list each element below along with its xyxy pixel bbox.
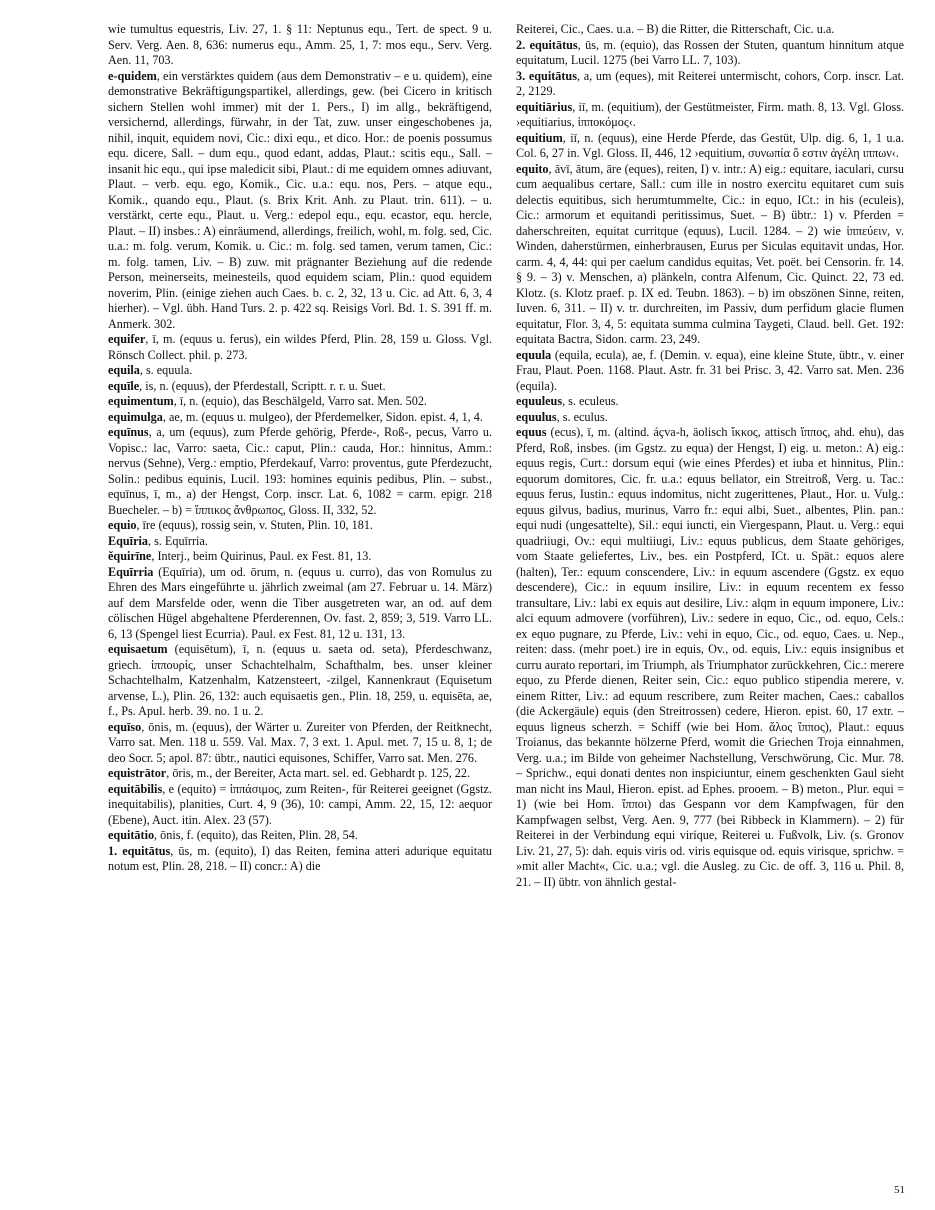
headword: equitiārius [516,99,573,114]
entry: equimulga, ae, m. (equus u. mulgeo), der Pferdemelker, Sidon. epist. 4, 1, 4. [108,409,483,424]
headword: e-quidem [108,68,157,83]
entry: equus (ecus), ī, m. (altind. áçva-h, äolisch ἴκκος, attisch ἵππος, ahd. ehu), das Pferd, Roß, insbes. (im Ggstz. zu equa) der Hengst, I) eig. u. meton.: A) eig.: equus regis, Curt.: dorsum equi (wie eines Pferdes) et iuba et hinnitus, Plin.: equorum domitores, Cic. fr. u.a.: equus bellator, ein Streitroß, Verg. u. Tac.: equus ferus, Iustin.: equus indomitus, nicht zugerittenes, Plaut., Hor. u. Vulg.: equus gilvus, badius, murinus, Varro fr.: equi albi, Suet., albentes, Plin. pan.: equi nudi (ungesattelte), Sil.: equi iuncti, ein Viergespann, Plaut. u. Verg.: equi quadriiugi, Ov.: equi multiiugi, Liv.: equus publicus, dem Staate gehöriges, vom Staate geliefertes, Liv., bes. ein Postpferd, ICt. u. Spät.: equos alere (halten), Ter.: equum conscendere, Liv.: in equum ascendere (Ggstz. ex equo descendere), Cic.: in equum insilire, Liv.: in equum recentem ex fesso transultare, Liv.: labi ex equis aut desilire, Liv.: alqm in equum imponere, Liv.: alci equum admovere (vorführen), Liv.: sedere in equo, Cic., od. equo, Cels.: ex equo pugnare, zu Pferde, Liv.: vehi in equo, Cic., od. equo, Caes. u. Nep., reiten: dass. (mehr poet.) ire in equis, Ov., od. equis, Liv.: equis insignibus et curru aurato reportari, im Triumph, als Triumphator zurückkehren, Cic.: merere equo, zu Pferde dienen, Reiter sein, Cic.: equo publico stipendia merere, v. einem Ritter, Liv.: ad equum rescribere, zum Reiter machen, Caes.: caballos (die Ackergäule) equis (den Streitrossen) cedere, Hieron. epist. 60, 17 extr. – equus ligneus scherzh. = Schiff (wie bei Hom. ἅλος ἵππος), Plaut.: equus Troianus, das bekannte hölzerne Pferd, womit die Griechen Troja einnahmen, Verg. u.a.; im Bilde von geheimer Nachstellung, Verschwörung, Cic. Mur. 78. – Sprichw., equi donati dentes non inspiciuntur, einem geschenkten Gaul sieht man nicht ins Maul, Hieron. epist. ad Ephes. prooem. – B) meton., Plur. equi = 1) (wie bei Hom. ἵπποι) das Gespann vor dem Kampfwagen, für den Kampfwagen selbst, Verg. Aen. 9, 777 (bei Ribbeck in Klammern). – 2) für Reiterei in der Verbindung equi viríque, Reiterei u. Fußvolk, Liv. (s. Gronov Liv. 21, 27, 5): dah. equis viris od. viris equisque od. equis virisque, sprichw. = »mit aller Macht«, Cic. u.a.; vgl. die Ausleg. zu Cic. de off. 3, 116 u. Phil. 8, 21. – II) übtr. von ähnlich gestal- [516,425,904,889]
headword: ĕquirīne [108,549,152,563]
entry: equio, īre (equus), rossig sein, v. Stuten, Plin. 10, 181. [108,518,373,532]
entry: equitiārius, iī, m. (equitium), der Gestütmeister, Firm. math. 8, 13. Vgl. Gloss. ›equitiarius, ἱπποκόμος‹. [516,99,904,129]
entry: equito, āvī, ātum, āre (eques), reiten, I) v. intr.: A) eig.: equitare, iaculari, cursu cum aequalibus certare, Sall.: cum ille in nostro exercitu equitaret cum suis delectis equitibus, sich herumtummelte, Cic.: in equo, ICt.: in his (eculeis), Cic.: armorum et equitandi peritissimus, Suet. – B) übtr.: 1) v. Pferden = daherschreiten, equitat curritque (equus), Lucil. 1284. – 2) wie ἱππεύειν, v. Winden, daherstürmen, einherbrausen, Eurus per Siculas equitavit undas, Hor. carm. 4, 4, 44: qui per caelum candidus equitas, Vet. poët. bei Censorin. fr. 14. § 9. – 3) v. Menschen, a) plänkeln, contra Alfenum, Cic. Quinct. 22, 73 ed. Klotz. (s. Klotz praef. p. IX ed. Teubn. 1863). – b) im obszönen Sinne, reiten, Iuven. 6, 311. – II) v. tr. durchreiten, im Passiv, dum perfidum glacie flumen equitatur, Flor. 3, 4, 5: equitata summa culmina Taygeti, Claud. bell. Get. 192: equitata Bactra, Sidon. carm. 23, 249. [516,161,904,346]
headword: equīle [108,378,140,393]
headword: equito [516,161,549,176]
entry: wie tumultus equestris, Liv. 27, 1. § 11: Neptunus equ., Tert. de spect. 9 u. Serv. Verg. Aen. 8, 636: numerus equ., Amm. 25, 1, 7: mos equ., Serv. Verg. Aen. 11, 703. [108,22,492,67]
headword: equimulga [108,409,163,424]
headword: Equīrria [108,564,154,579]
headword: equula [516,347,552,362]
headword: equila [108,363,140,377]
headword: equīnus [108,425,149,439]
headword: equitābilis [108,781,163,796]
entry: equimentum, ī, n. (equio), das Beschälgeld, Varro sat. Men. 502. [108,394,427,408]
headword: equistrātor [108,766,167,780]
headword: equimentum [108,394,174,408]
headword: equitātio [108,828,155,842]
headword: equulus [516,409,557,424]
headword: equisaetum [108,642,168,656]
page-number: 51 [894,1184,905,1196]
entry: ĕquirīne, Interj., beim Quirinus, Paul. ex Fest. 81, 13. [108,549,372,563]
headword: equuleus [516,394,563,408]
headword: Equīria [108,533,148,548]
right-column [516,22,904,890]
headword: equus [516,425,547,439]
entry: 3. equitātus, a, um (eques), mit Reiterei untermischt, cohors, Corp. inscr. Lat. 2, 2129. [516,68,904,98]
entry: equulus, s. eculus. [516,409,608,424]
entry: equula (equila, ecula), ae, f. (Demin. v. equa), eine kleine Stute, übtr., v. einer Frau, Plaut. Poen. 1168. Plaut. Astr. fr. 31 bei Prisc. 3, 42. Varro sat. Men. 236 (equila). [516,347,904,393]
headword: equīso [108,719,142,734]
left-column [108,22,492,875]
entry: equīnus, a, um (equus), zum Pferde gehörig, Pferde-, Roß-, pecus, Varro u. Vopisc.: lac, Varro: saeta, Cic.: caput, Plin.: cauda, Hor.: hinnitus, Amm.: nervus (Sehne), Verg.: emptio, Pferdekauf, Varro: proventus, gute Pferdezucht, Solin.: pedibus equinis, Lucil. 193: homines equinis pedibus, Plin. – subst., equīnus, ī, m., a) der Hengst, Corp. inscr. Lat. 6, 1082 = carm. epigr. 218 Buecheler. – b) = ἵππικος ἄνθρωπος, Gloss. II, 332, 52. [108,425,492,517]
entry: equitium, iī, n. (equus), eine Herde Pferde, das Gestüt, Ulp. dig. 6, 1, 1 u.a. Col. 6, 27 in. Vgl. Gloss. II, 446, 12 ›equitium, συνωπία ὅ εστιν ἀγέλη ιππων‹. [516,130,904,160]
entry: Equīria, s. Equīrria. [108,533,208,548]
entry: 1. equitātus, ūs, m. (equito), I) das Reiten, femina atteri adurique equitatu notum est, Plin. 28, 218. – II) concr.: A) die [108,843,492,873]
entry: equīso, ōnis, m. (equus), der Wärter u. Zureiter von Pferden, der Reitknecht, Varro sat. Men. 118 u. 559. Val. Max. 7, 3 ext. 1. Apul. met. 7, 15 u. 8, 1; de deo Socr. 5; apol. 87: übtr., nautici equisones, Schiffer, Varro sat. Men. 276. [108,719,492,765]
entry: equisaetum (equisētum), ī, n. (equus u. saeta od. seta), Pferdeschwanz, griech. ἱππουρίς, unser Schachtelhalm, Schafthalm, bes. unser kleiner Schachtelhalm, Katzenhalm, Katzensteert, -zilgel, Kannenkraut (Equisetum arvense, L.), Plin. 26, 132: auch equisaetis gen., Plin. 18, 259, u. equisēta, ae, f., Ps. Apul. herb. 39. no. 1 u. 2. [108,642,492,718]
entry: equuleus, s. eculeus. [516,394,619,408]
entry: equistrātor, ōris, m., der Bereiter, Acta mart. sel. ed. Gebhardt p. 125, 22. [108,766,470,780]
entry: equīle, is, n. (equus), der Pferdestall, Scriptt. r. r. u. Suet. [108,378,386,393]
entry: e-quidem, ein verstärktes quidem (aus dem Demonstrativ – e u. quidem), eine demonstrative Bekräftigungspartikel, allerdings, gew. (bei Cicero in kritisch sichern Stellen wohl immer) mit der 1. Pers., I) im allg., bekräftigend, versichernd, allerdings, fürwahr, in der Tat, zuw. unser eingeschobenes ja, nihil, inquit, equidem novi, Cic.: dixi equ., et dico. Hor.: de poenis possumus equ. dicere, Sall. – dum equ., quod edant, addas, Plaut.: scitis equ., Sall. – insanit hic equ., qui ipse maledicit sibi, Plaut.: di me equidem omnes adiuvant, Plaut. – verb. equ. ego, Komik., Cic. u.a.: equ. nos, Pers. – atque equ., Komik., quando equ., Plaut. (s. Brix Krit. Anh. zu Plaut. trin. 611). – u. verstärkt, certe equ., Plaut. u. Verg.: edepol equ., equ. ecastor, equ. hercle, Plaut. – II) insbes.: A) einräumend, allerdings, freilich, wohl, m. folg. sed, Cic. u.a.: m. folg. verum, Komik. u. Cic.: m. folg. sed tamen, verum tamen, Cic.: m. folg. tamen, Liv. – B) zuw. mit prägnanter Beziehung auf die redende Person, meinerseits, meinesteils, quod equidem sciam, Plin.: quod equidem noverim, Plin. (einige ziehen auch Caes. b. c. 2, 32, 13 u. Cic. ad Att. 6, 3, 4 hierher). – Vgl. übh. Hand Turs. 2. p. 422 sq. Reisigs Vorl. Bd. 1. S. 391 ff. m. Anmerk. 302. [108,68,492,331]
entry: equifer, ī, m. (equus u. ferus), ein wildes Pferd, Plin. 28, 159 u. Gloss. Vgl. Rönsch Collect. phil. p. 273. [108,332,492,362]
headword: equio [108,518,137,532]
headword: equifer [108,332,146,346]
entry: equitātio, ōnis, f. (equito), das Reiten, Plin. 28, 54. [108,828,358,842]
entry: equitābilis, e (equito) = ἱππάσιμος, zum Reiten-, für Reiterei geeignet (Ggstz. inequitabilis), planities, Curt. 4, 9 (36), 10: campi, Amm. 22, 15, 12: aequor (Ebene), Auct. itin. Alex. 23 (57). [108,781,492,827]
headword: 1. equitātus [108,843,171,858]
headword: 3. equitātus [516,68,577,83]
headword: 2. equitātus [516,37,578,52]
entry: Equīrria (Equīria), um od. ōrum, n. (equus u. curro), das von Romulus zu Ehren des Mars eingeführte u. jährlich zweimal (am 27. Februar u. 14. März) auf dem Marsfelde oder, wenn die Tiber ausgetreten war, an od. auf dem cölischen Hügel abgehaltene Pferderennen, Ov. fast. 2, 859; 3, 519. Varro LL. 6, 13 (Spengel liest Ecurria). Paul. ex Fest. 81, 12 u. 131, 13. [108,564,492,641]
entry: equila, s. equula. [108,363,193,377]
entry: 2. equitātus, ūs, m. (equio), das Rossen der Stuten, quantum hinnitum atque equitatum, Lucil. 1275 (bei Varro LL. 7, 103). [516,37,904,67]
entry: Reiterei, Cic., Caes. u.a. – B) die Ritter, die Ritterschaft, Cic. u.a. [516,22,835,36]
headword: equitium [516,130,563,145]
